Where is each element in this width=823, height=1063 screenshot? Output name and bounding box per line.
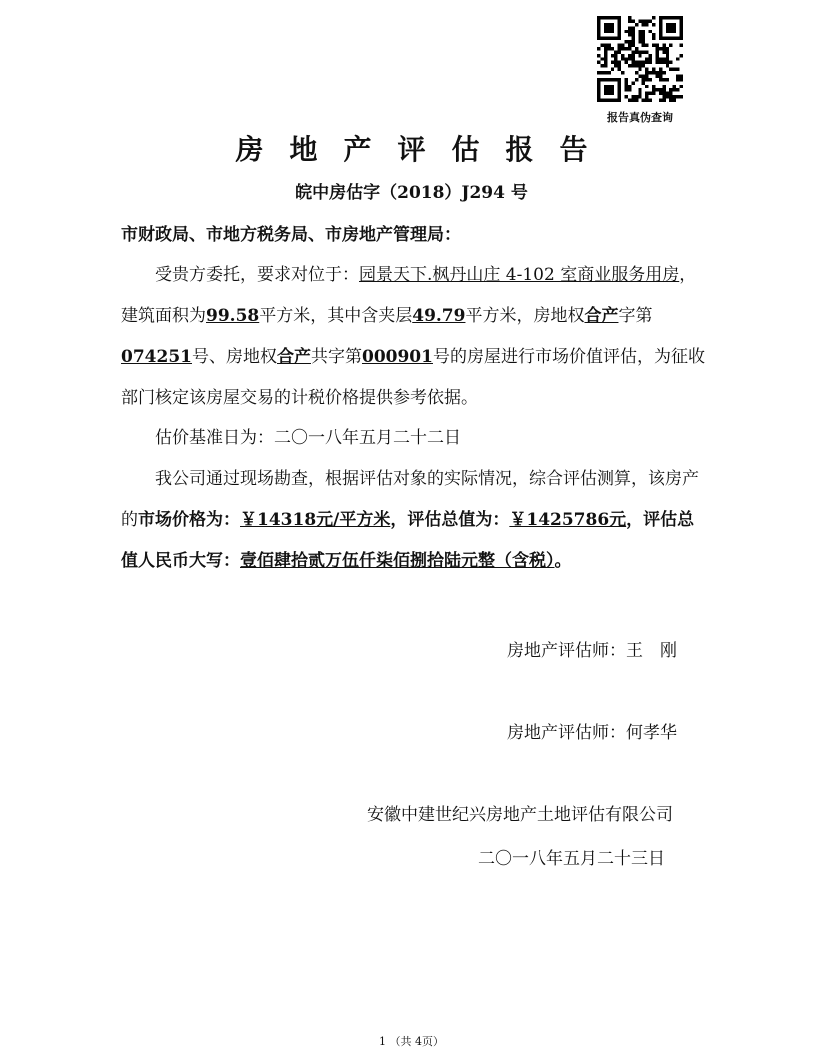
text: ，建筑面积为 [121, 265, 697, 326]
paragraph-conclusion [121, 459, 711, 582]
text: 号的房屋进行市场价值评估，为征收部门核定该房屋交易的计税价格提供参考依据。 [121, 347, 705, 408]
rmb-value: 壹佰肆拾贰万伍仟柒佰捌拾陆元整（含税） [240, 551, 555, 571]
rmb-label: 评估总值人民币大写： [121, 510, 695, 571]
text: 我公司通过现场勘查，根据评估对象的实际情况，综合评估测算，该房产的 [121, 469, 699, 530]
appraiser-1: 房地产评估师：王 刚 [507, 641, 677, 661]
price-value: ￥14318元/平方米 [240, 510, 391, 530]
cert-type-2: 合产 [276, 347, 311, 367]
text: ， [626, 510, 644, 530]
qr-caption: 报告真伪查询 [607, 111, 673, 124]
document-number: 皖中房估字（2018）J294 号 [295, 183, 528, 203]
text: 共字第 [310, 347, 362, 367]
text: 平方米，房地权 [465, 306, 585, 326]
total-label: 评估总值为： [407, 510, 510, 530]
valuation-date: 估价基准日为：二〇一八年五月二十二日 [155, 428, 461, 448]
total-value: ￥1425786元 [509, 510, 627, 530]
recipient-line: 市财政局、市地方税务局、市房地产管理局： [121, 225, 461, 245]
text: ， [390, 510, 408, 530]
property-address: 园景天下.枫丹山庄 4-102 室商业服务用房 [359, 265, 680, 285]
cert-type-1: 合产 [584, 306, 619, 326]
text: 。 [554, 551, 572, 571]
price-label: 市场价格为： [138, 510, 240, 530]
appraiser-2: 房地产评估师：何孝华 [507, 723, 677, 743]
text: 受贵方委托，要求对位于： [155, 265, 359, 285]
qr-code [597, 16, 683, 102]
page-number: 1 （共 4页） [379, 1035, 444, 1048]
paragraph-commission [121, 255, 711, 419]
report-title: 房地产评估报告 [235, 133, 614, 166]
signing-date: 二〇一八年五月二十三日 [478, 849, 665, 869]
text: 号、房地权 [191, 347, 277, 367]
building-area: 99.58 [206, 306, 260, 326]
cert-number-1: 074251 [121, 347, 192, 367]
cert-number-2: 000901 [361, 347, 433, 367]
text: 平方米，其中含夹层 [259, 306, 413, 326]
text: 字第 [618, 306, 653, 326]
company-name: 安徽中建世纪兴房地产土地评估有限公司 [367, 805, 673, 825]
mezzanine-area: 49.79 [412, 306, 466, 326]
